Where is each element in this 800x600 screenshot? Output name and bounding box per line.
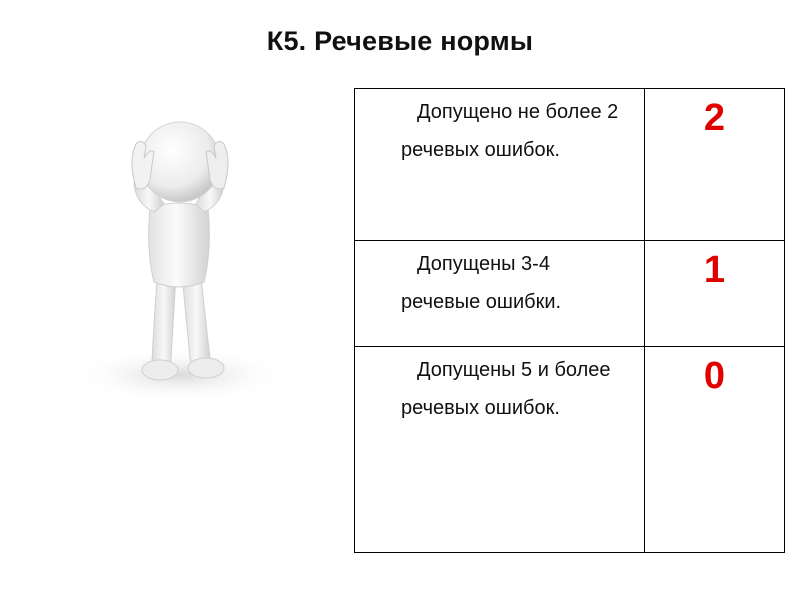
slide-title: К5. Речевые нормы — [266, 26, 534, 56]
criterion-score: 1 — [645, 241, 785, 347]
table-row — [355, 89, 785, 241]
criterion-description: Допущены 5 и более речевых ошибок. — [355, 347, 645, 553]
table-row — [355, 241, 785, 347]
criterion-score: 2 — [645, 89, 785, 241]
criterion-description: Допущены 3-4 речевые ошибки. — [355, 241, 645, 347]
confused-person-figure-icon — [50, 100, 310, 430]
table-row — [355, 347, 785, 553]
criteria-table — [354, 88, 785, 553]
criterion-score: 0 — [645, 347, 785, 553]
criterion-description: Допущено не более 2 речевых ошибок. — [355, 89, 645, 241]
